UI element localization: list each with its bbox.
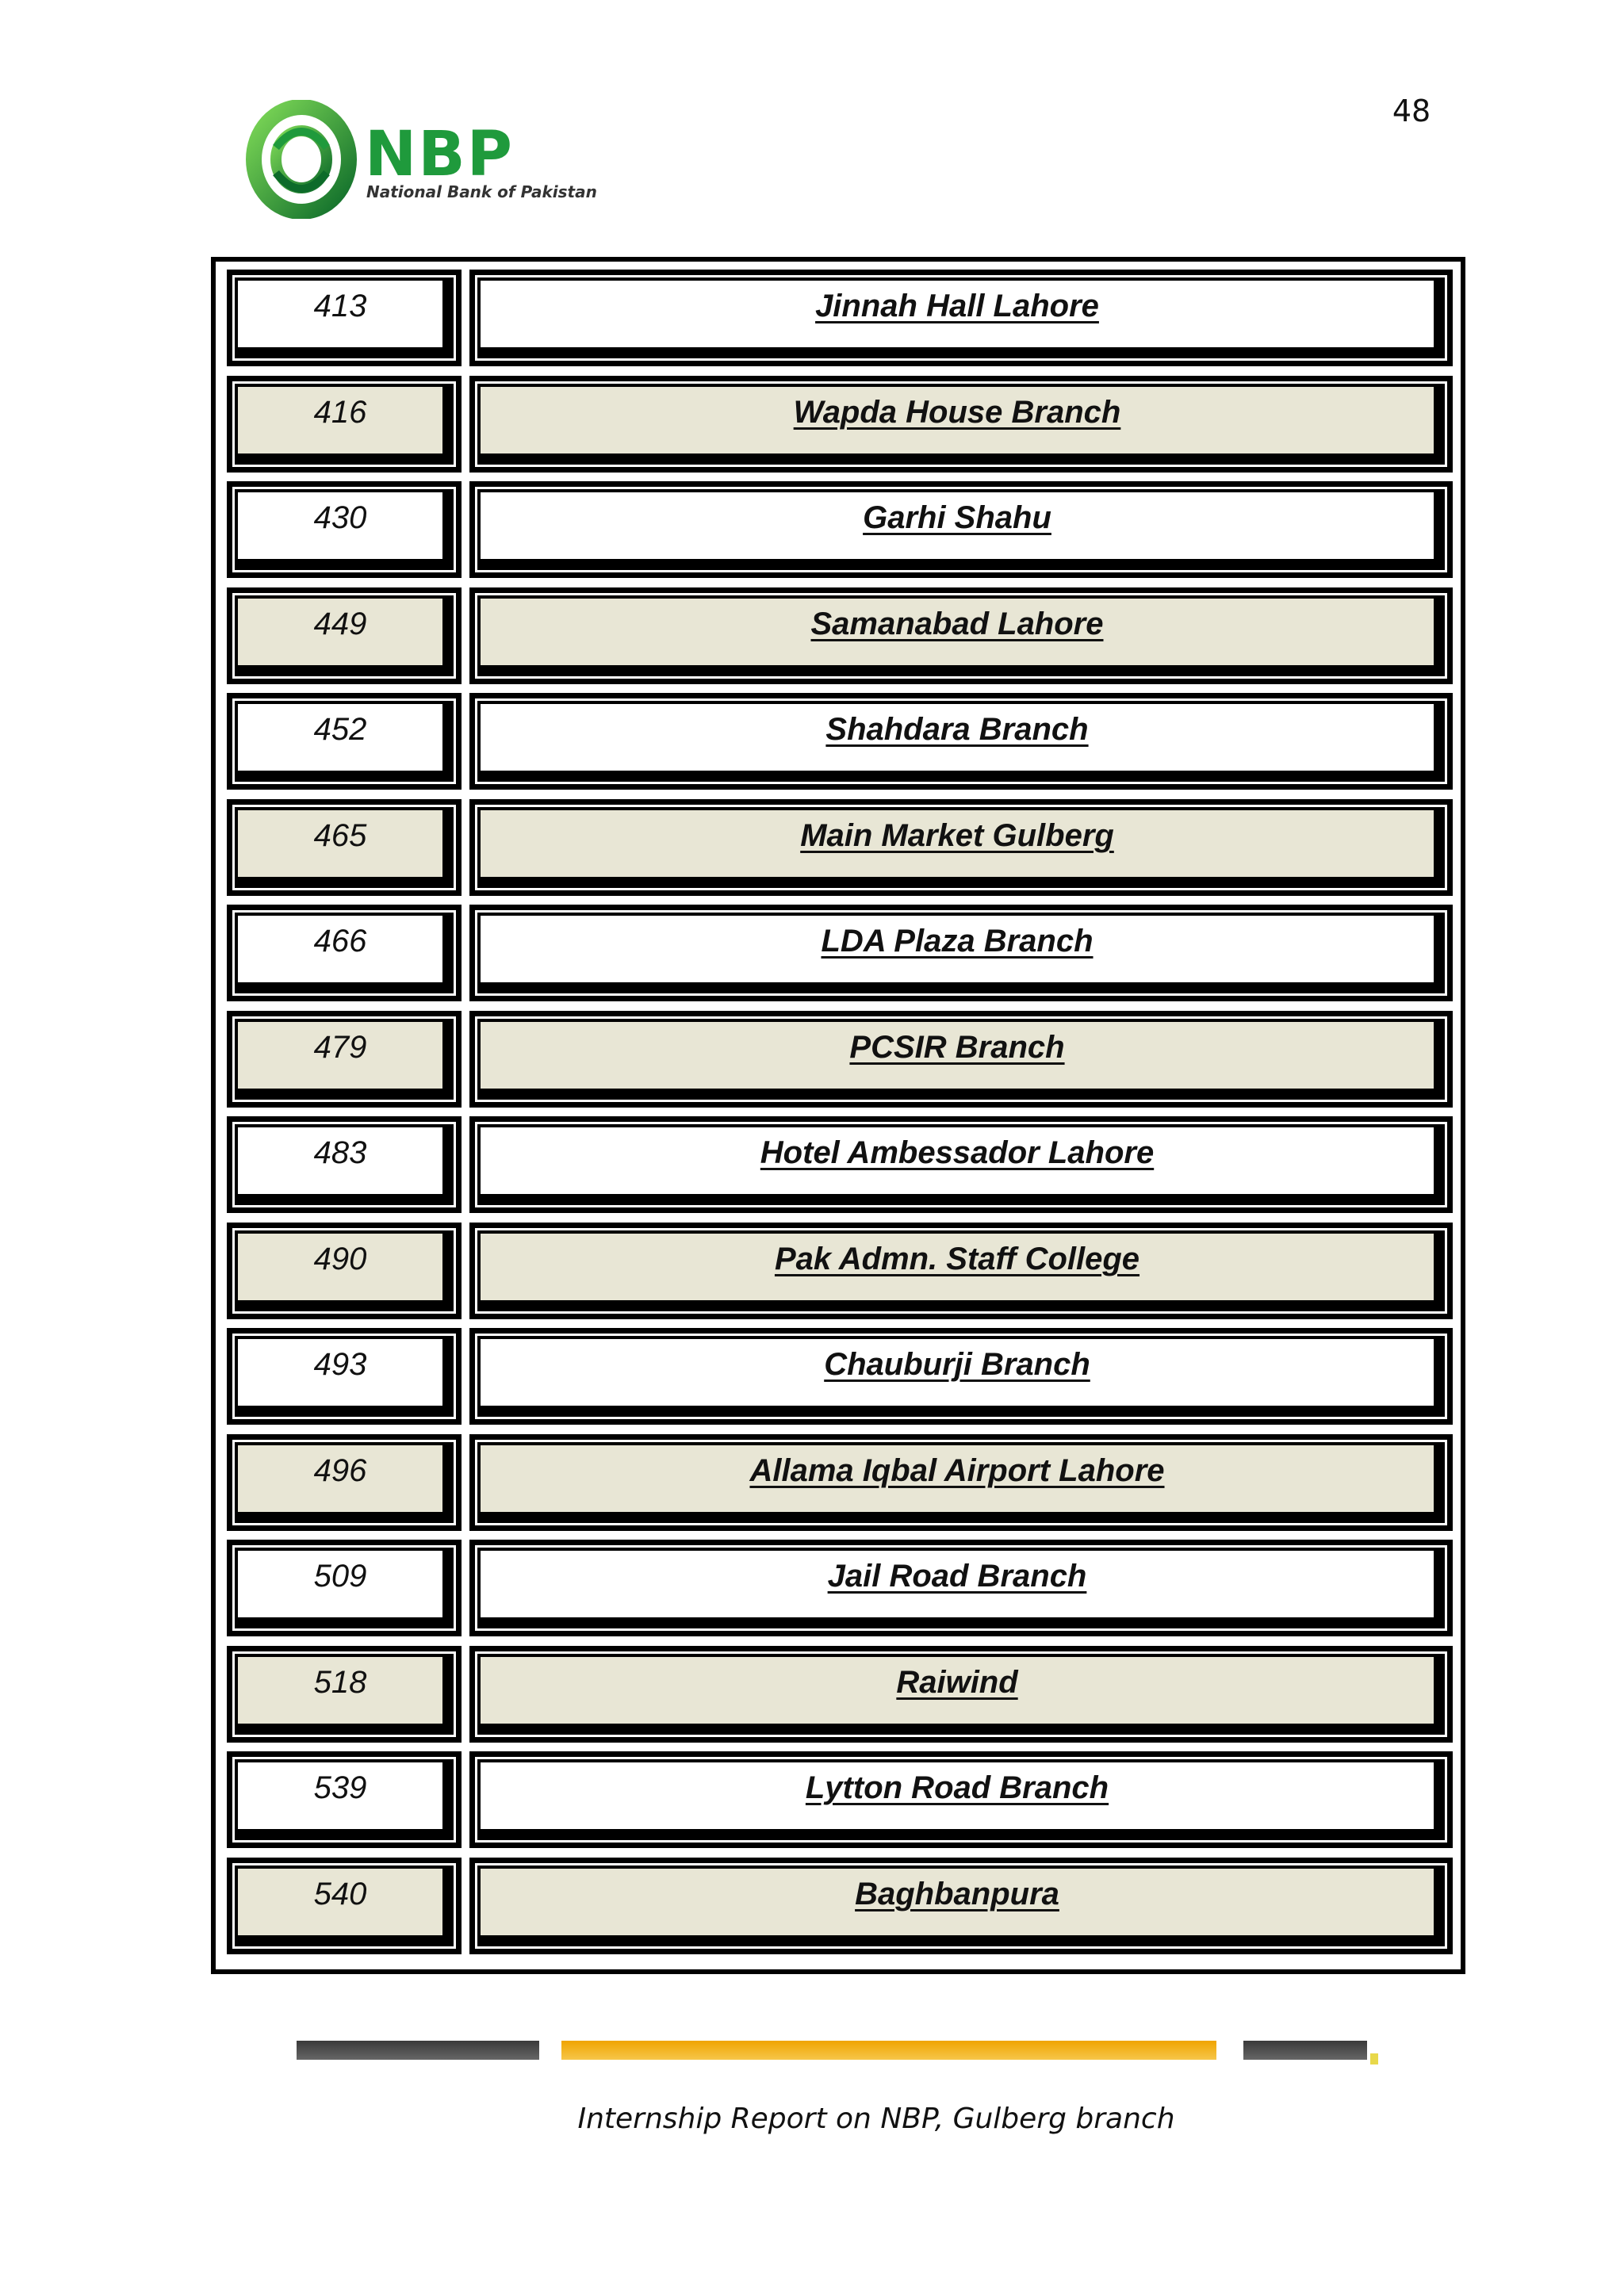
branch-name: Main Market Gulberg: [800, 818, 1114, 853]
name-cell: [469, 1011, 1453, 1108]
code-cell: [227, 1434, 462, 1531]
code-cell: [227, 587, 462, 684]
branch-code: 493: [313, 1347, 367, 1382]
name-cell: [469, 1223, 1453, 1319]
branch-code: 479: [313, 1030, 367, 1065]
name-cell: [469, 1646, 1453, 1743]
branch-name: PCSIR Branch: [849, 1030, 1065, 1065]
table-row: [227, 1223, 1453, 1319]
branch-name: Chauburji Branch: [824, 1347, 1090, 1382]
name-cell: [469, 481, 1453, 578]
branch-name: Shahdara Branch: [825, 712, 1089, 747]
nbp-emblem-icon: [246, 100, 357, 219]
code-cell: [227, 270, 462, 366]
name-cell: [469, 376, 1453, 473]
table-row: [227, 1011, 1453, 1108]
code-cell: [227, 1116, 462, 1213]
footer-bar-accent: [1370, 2053, 1378, 2064]
table-row: [227, 1540, 1453, 1636]
branch-name: Baghbanpura: [855, 1877, 1059, 1911]
table-row: [227, 587, 1453, 684]
branch-code: 466: [313, 924, 367, 959]
branch-code: 490: [313, 1242, 367, 1276]
branch-name: Allama Iqbal Airport Lahore: [749, 1453, 1165, 1488]
branch-code: 452: [313, 712, 367, 747]
code-cell: [227, 905, 462, 1001]
table-row: [227, 481, 1453, 578]
branch-name: Raiwind: [896, 1665, 1018, 1700]
branch-name: Pak Admn. Staff College: [774, 1242, 1140, 1276]
code-cell: [227, 1328, 462, 1425]
nbp-logo: [246, 95, 619, 222]
branch-code: 483: [313, 1135, 367, 1170]
code-cell: [227, 376, 462, 473]
branch-code: 496: [313, 1453, 367, 1488]
name-cell: [469, 693, 1453, 790]
name-cell: [469, 1858, 1453, 1954]
footer-bar-left: [297, 2041, 539, 2060]
branch-code: 539: [313, 1770, 367, 1805]
name-cell: [469, 1328, 1453, 1425]
table-row: [227, 1328, 1453, 1425]
name-cell: [469, 587, 1453, 684]
name-cell: [469, 1540, 1453, 1636]
code-cell: [227, 1858, 462, 1954]
logo-full-name: National Bank of Pakistan: [366, 182, 597, 201]
table-row: [227, 1751, 1453, 1848]
code-cell: [227, 693, 462, 790]
branch-code: 413: [313, 289, 367, 323]
table-row: [227, 376, 1453, 473]
branch-name: Jinnah Hall Lahore: [815, 289, 1099, 323]
branch-table: [211, 257, 1465, 1974]
table-row: [227, 799, 1453, 896]
code-cell: [227, 799, 462, 896]
name-cell: [469, 1116, 1453, 1213]
code-cell: [227, 1011, 462, 1108]
table-row: [227, 1646, 1453, 1743]
code-cell: [227, 1540, 462, 1636]
branch-name: Samanabad Lahore: [810, 607, 1104, 641]
name-cell: [469, 1751, 1453, 1848]
footer-bar-right: [1243, 2041, 1367, 2060]
branch-code: 509: [313, 1559, 367, 1594]
code-cell: [227, 1223, 462, 1319]
name-cell: [469, 1434, 1453, 1531]
code-cell: [227, 1751, 462, 1848]
branch-code: 465: [313, 818, 367, 853]
page-number: 48: [1392, 94, 1431, 128]
footer-bar-middle: [561, 2041, 1216, 2060]
name-cell: [469, 799, 1453, 896]
table-row: [227, 905, 1453, 1001]
name-cell: [469, 905, 1453, 1001]
branch-code: 430: [313, 500, 367, 535]
branch-code: 416: [313, 395, 367, 430]
table-row: [227, 270, 1453, 366]
table-row: [227, 1858, 1453, 1954]
code-cell: [227, 1646, 462, 1743]
branch-name: Lytton Road Branch: [805, 1770, 1109, 1805]
branch-name: LDA Plaza Branch: [821, 924, 1094, 959]
table-row: [227, 1434, 1453, 1531]
code-cell: [227, 481, 462, 578]
branch-code: 449: [313, 607, 367, 641]
branch-name: Garhi Shahu: [863, 500, 1051, 535]
logo-acronym: NBP: [365, 119, 514, 190]
branch-name: Wapda House Branch: [793, 395, 1121, 430]
branch-name: Jail Road Branch: [827, 1559, 1087, 1594]
branch-name: Hotel Ambessador Lahore: [760, 1135, 1155, 1170]
table-row: [227, 1116, 1453, 1213]
footer-caption: Internship Report on NBP, Gulberg branch: [577, 2103, 1175, 2135]
branch-code: 540: [313, 1877, 367, 1911]
table-row: [227, 693, 1453, 790]
footer-decoration: [297, 2038, 1391, 2069]
name-cell: [469, 270, 1453, 366]
branch-code: 518: [313, 1665, 367, 1700]
